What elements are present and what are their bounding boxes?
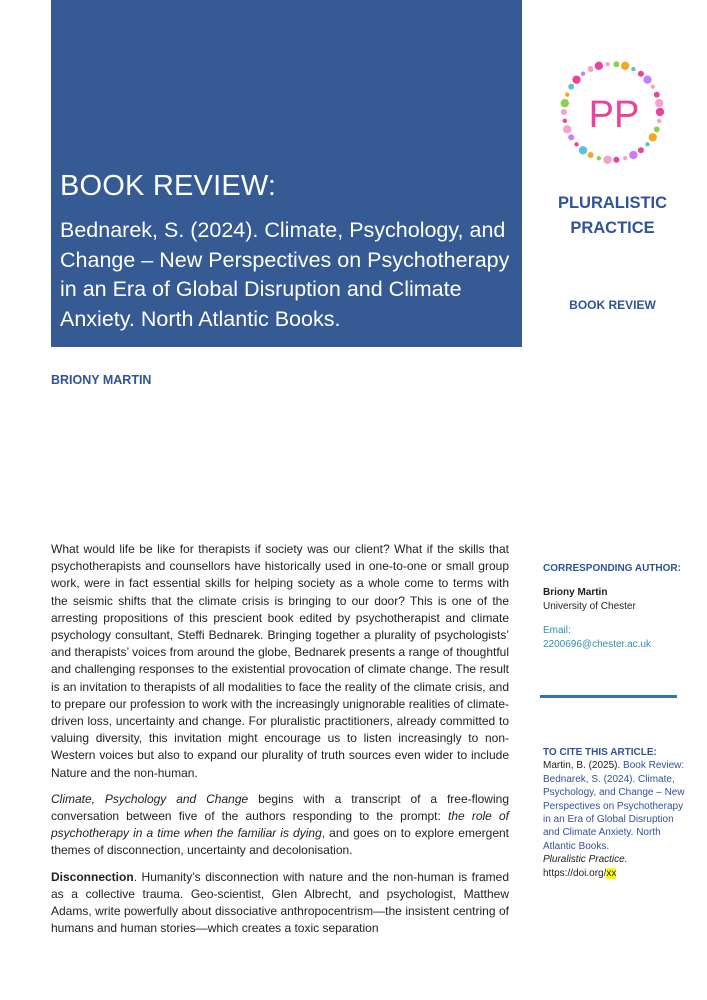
- logo-dot: [623, 156, 627, 160]
- journal-name-line2: PRACTICE: [570, 219, 655, 237]
- citation-text: Martin, B. (2025). Book Review: Bednarek, S. (2024). Climate, Psychology, and Change – New Perspectives on Psychotherapy in an Era of Global Disruption and Climate Anxiety. North Atlantic Books.: [543, 760, 685, 852]
- logo-dot: [643, 75, 651, 83]
- logo-letters: PP: [588, 94, 640, 136]
- logo-dot: [574, 142, 578, 146]
- logo-dot: [613, 157, 619, 163]
- logo-dot: [649, 133, 657, 141]
- logo-dot: [651, 85, 655, 89]
- logo-dot: [572, 75, 580, 83]
- logo-dot: [654, 92, 660, 98]
- prompt-italic: the role of psychotherapy in a time when the familiar is dying: [51, 809, 509, 841]
- logo-dot: [621, 62, 629, 70]
- logo-dot: [563, 125, 571, 133]
- logo-dot: [657, 119, 661, 123]
- logo-dot: [568, 84, 574, 90]
- logo-dot: [603, 156, 611, 164]
- pluralistic-practice-logo: [556, 56, 668, 168]
- journal-name: [540, 191, 685, 241]
- citation-block: [543, 746, 688, 880]
- logo-dot: [613, 61, 619, 67]
- logo-dot: [638, 71, 644, 77]
- article-kicker: BOOK REVIEW:: [60, 170, 277, 202]
- logo-dot: [654, 126, 660, 132]
- logo-dot: [629, 151, 637, 159]
- logo-dot: [588, 152, 594, 158]
- corresponding-name: Briony Martin: [543, 587, 608, 599]
- article-type: BOOK REVIEW: [569, 298, 656, 312]
- logo-dot: [588, 66, 594, 72]
- cite-heading: TO CITE THIS ARTICLE:: [543, 747, 657, 758]
- logo-dot: [581, 71, 585, 75]
- logo-dot: [655, 99, 663, 107]
- logo-dot: [645, 142, 649, 146]
- logo-dot: [561, 109, 567, 115]
- title-banner: [51, 0, 522, 347]
- citation-journal: Pluralistic Practice.: [543, 854, 628, 866]
- citation-doi[interactable]: https://doi.org/xx: [543, 867, 617, 879]
- citation-title: Book Review: Bednarek, S. (2024). Climate, Psychology, and Change – New Perspectives on Psychotherapy in an Era of Global Disruption and Climate Anxiety. North Atlantic Books.: [543, 760, 685, 852]
- logo-dot: [597, 156, 601, 160]
- logo-dot: [579, 146, 587, 154]
- article-title: Bednarek, S. (2024). Climate, Psychology, and Change – New Perspectives on Psychotherapy in an Era of Global Disruption and Climate Anxiety. North Atlantic Books.: [60, 218, 510, 331]
- logo-dot: [565, 92, 569, 96]
- corresponding-affiliation: University of Chester: [543, 600, 636, 612]
- body-paragraph-1: What would life be like for therapists if society was our client? What if the skills that psychotherapists and counsellors have historically used in one-to-one or small group work, were in fact essential skills for helping society as a whole come to terms with the seismic shifts that the climate crisis is bringing to our door? This is one of the arresting propositions of this prescient book edited by psychotherapist and climate psychology consultant, Steffi Bednarek. Bringing together a plurality of psychologists’ and therapists’ voices from around the globe, Bednarek presents a range of thoughtful and challenging responses to the existential provocation of climate change. The result is an invitation to therapists of all modalities to face the reality of the climate crisis, and to prepare our profession to work with the increasingly unignorable realities of climate-driven loss, uncertainty and change. For pluralistic practitioners, already committed to valuing diversity, this invitation might encourage us to listen increasingly to non-Western voices but also to expand our plurality of truth sources even wider to include Nature and the non-human.: [51, 542, 509, 780]
- article-body: [51, 541, 509, 946]
- journal-name-line1: PLURALISTIC: [557, 194, 668, 212]
- logo-dot: [568, 134, 574, 140]
- logo-dot-ring: [556, 56, 668, 168]
- logo-dot: [656, 108, 664, 116]
- logo-dot: [563, 119, 567, 123]
- body-paragraph-2: Climate, Psychology and Change begins with a transcript of a free-flowing conversation between five of the authors responding to the prompt: the role of psychotherapy in a time when the familiar is dying, and goes on to explore emergent themes of disconnection, uncertainty and decolonisation.: [51, 791, 509, 858]
- logo-dot: [595, 62, 603, 70]
- logo-dot: [605, 62, 609, 66]
- logo-dot: [561, 99, 569, 107]
- author-name: BRIONY MARTIN: [51, 373, 152, 387]
- body-paragraph-3: Disconnection. Humanity’s disconnection with nature and the non-human is framed as a collective trauma. Geo-scientist, Glen Albrecht, and psychologist, Matthew Adams, write powerfully about dissociative anthropocentrism—the insistent centring of humans and human stories—which creates a toxic separation: [51, 869, 509, 936]
- corresponding-author-block: [543, 562, 688, 651]
- logo-dot: [631, 67, 635, 71]
- book-title-italic: Climate, Psychology and Change: [51, 791, 249, 806]
- email-label: Email:: [543, 625, 571, 637]
- email-link[interactable]: 2200696@chester.ac.uk: [543, 638, 652, 650]
- section-lead-disconnection: Disconnection: [51, 869, 134, 884]
- corresponding-heading: CORRESPONDING AUTHOR:: [543, 563, 681, 574]
- logo-dot: [638, 147, 644, 153]
- sidebar-divider: [540, 695, 677, 698]
